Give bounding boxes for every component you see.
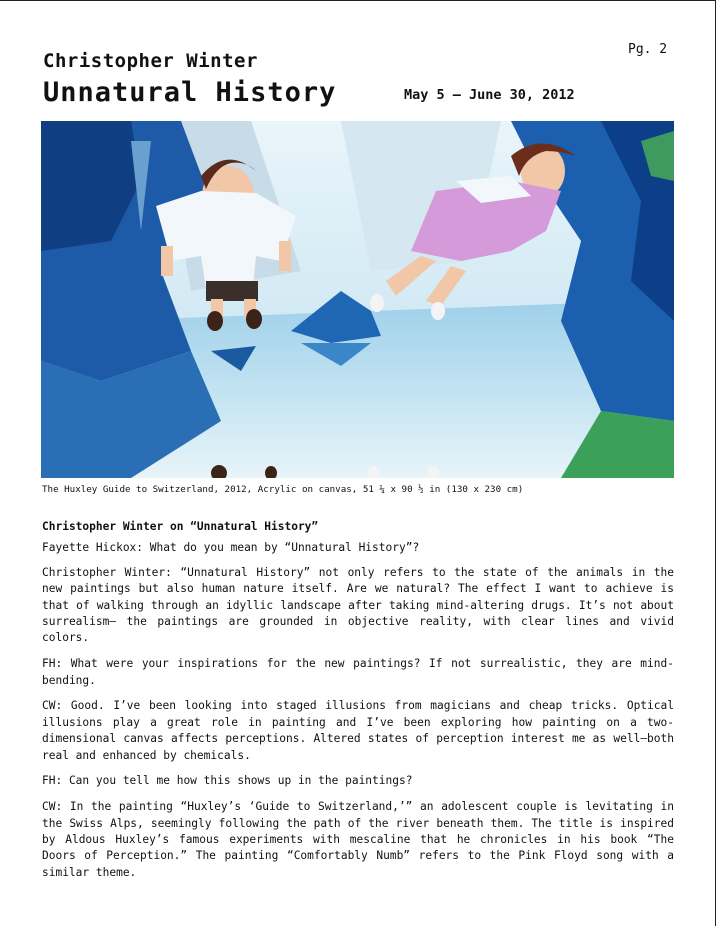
interview-article [42,519,674,891]
article-heading: Christopher Winter on “Unnatural History” [42,520,319,533]
painting-image [41,121,674,478]
exhibition-title: Unnatural History [43,77,337,108]
answer-paragraph: CW: Good. I’ve been looking into staged illusions from magicians and cheap tricks. Optical illusions play a great role in painting and I’ve been exploring how painting on a two-dimensional canvas affects perceptions. Altered states of perception interest me as well—both real and enhanced by chemicals. [42,699,674,762]
figure-caption: The Huxley Guide to Switzerland, 2012, Acrylic on canvas, 51 ¼ x 90 ½ in (130 x 230 cm) [42,484,524,495]
question-paragraph: FH: What were your inspirations for the new paintings? If not surrealistic, they are mind-bending. [42,657,674,687]
exhibition-dates: May 5 – June 30, 2012 [404,87,575,103]
answer-paragraph: CW: In the painting “Huxley’s ‘Guide to Switzerland,’” an adolescent couple is levitating in the Swiss Alps, seemingly following the path of the river beneath them. The title is inspired by Aldous Huxley’s famous experiments with mescaline that he chronicles in his book “The Doors of Perception.” The painting “Comfortably Numb” refers to the Pink Floyd song with a similar theme. [42,800,674,879]
artist-name: Christopher Winter [43,50,258,72]
painting-illustration [41,121,674,478]
question-paragraph: FH: Can you tell me how this shows up in the paintings? [42,774,413,788]
question-paragraph: Fayette Hickox: What do you mean by “Unnatural History”? [42,541,420,555]
page-number: Pg. 2 [628,42,668,57]
answer-paragraph: Christopher Winter: “Unnatural History” not only refers to the state of the animals in the new paintings but also human nature itself. Are we natural? The effect I want to achieve is that of walking through an idyllic landscape after taking mind-altering drugs. It’s not about surrealism— the paintings are grounded in objective reality, with clear lines and vivid colors. [42,565,674,645]
